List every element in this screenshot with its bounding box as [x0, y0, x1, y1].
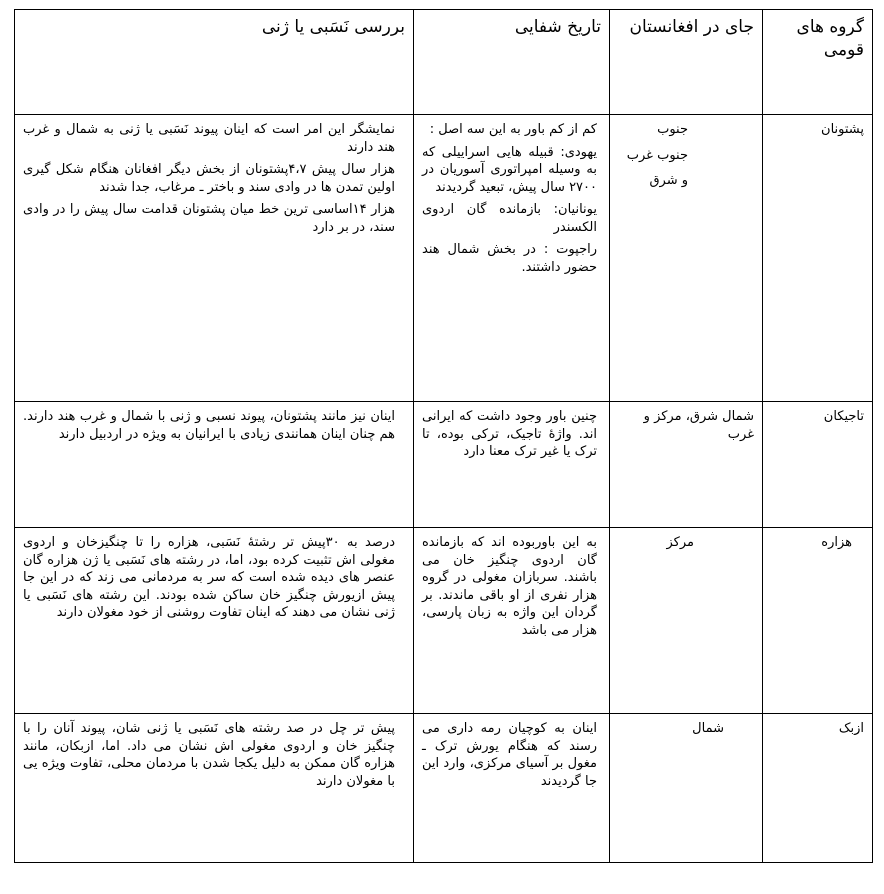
- cell-genetic-study: [15, 528, 414, 714]
- location-line: شمال شرق، مرکز و غرب: [643, 409, 754, 442]
- header-oral-history: تاریخ شفایی: [414, 10, 610, 115]
- cell-location: [610, 115, 763, 402]
- genetic-paragraph: اینان نیز مانند پشتونان، پیوند نسبی و ژنی با شمال و غرب هند دارند. هم چنان اینان همانندی زیادی با ایرانیان به ویژه در اردبیل دارند: [23, 409, 395, 442]
- location-line: جنوب غرب: [626, 147, 688, 163]
- table-row: [15, 115, 873, 402]
- header-row: [15, 10, 873, 115]
- cell-genetic-study: [15, 115, 414, 402]
- genetic-paragraph: هزار ۱۴اساسی ترین خط میان پشتونان قدامت سال پیش را در وادی سند، در بر دارد: [23, 202, 395, 235]
- cell-location: [610, 402, 763, 528]
- group-name: هزاره: [821, 535, 852, 550]
- history-paragraph: یونانیان: بازمانده گان اردوی الکسندر: [422, 202, 597, 235]
- genetic-paragraph: پیش تر چل در صد رشته های نَسَبی یا ژنی شان، پیوند آنان را با چنگیز خان و اردوی مغولی اش نشان می داد. اما، ازبکان، مانند هزاره گان ممکن به دلیل یکجا شدن با مردمان محلی، تفاوت ویژه یی با مغولان دارند: [23, 721, 395, 789]
- cell-genetic-study: [15, 714, 414, 863]
- header-ethnic-groups: گروه های قومی: [763, 10, 873, 115]
- cell-oral-history: [414, 528, 610, 714]
- ethnic-groups-table: [14, 9, 873, 863]
- cell-group: [763, 402, 873, 528]
- history-paragraph: راجپوت : در بخش شمال هند حضور داشتند.: [422, 242, 597, 275]
- genetic-paragraph: هزار سال پیش ۴،۷پشتونان از بخش دیگر افغانان هنگام شکل گیری اولین تمدن ها در وادی سند و باختر ـ مرغاب، جدا شدند: [23, 162, 396, 195]
- history-paragraph: کم از کم باور به این سه اصل :: [429, 122, 597, 137]
- history-paragraph: اینان به کوچیان رمه داری می رسند که هنگام یورش ترک ـ مغول بر آسیای مرکزی، وارد این جا گردیدند: [422, 721, 597, 789]
- cell-genetic-study: [15, 402, 414, 528]
- genetic-paragraph: نمایشگر این امر است که اینان پیوند نَسَبی یا ژنی به شمال و غرب هند دارند: [23, 122, 395, 155]
- cell-group: [763, 528, 873, 714]
- cell-oral-history: [414, 115, 610, 402]
- location-line: و شرق: [649, 173, 688, 188]
- table-row: [15, 714, 873, 863]
- table-row: [15, 402, 873, 528]
- header-genetic-study: بررسی نَسَبی یا ژنی: [15, 10, 414, 115]
- location-line: شمال: [692, 721, 724, 736]
- table-row: [15, 528, 873, 714]
- cell-group: [763, 115, 873, 402]
- group-name: تاجیکان: [823, 409, 864, 424]
- header-location: جای در افغانستان: [610, 10, 763, 115]
- history-paragraph: یهودی: قبیله هایی اسراییلی که به وسیله امپراتوری آسوریان در ۲۷۰۰ سال پیش، تبعید گردیدند: [422, 144, 597, 195]
- location-line: جنوب: [657, 122, 688, 137]
- group-name: ازبک: [838, 721, 864, 736]
- history-paragraph: چنین باور وجود داشت که ایرانی اند. واژهٔ تاجیک، ترکی بوده، تا ترک یا غیر ترک معنا دارد: [422, 409, 597, 459]
- cell-oral-history: [414, 402, 610, 528]
- history-paragraph: به این باوربوده اند که بازمانده گان اردوی چنگیز خان می باشند. سربازان مغولی در گروه هزار نفری از او باقی ماندند. بر گردان این واژه به زبان پارسی، هزار می باشد: [422, 535, 597, 638]
- cell-group: [763, 714, 873, 863]
- group-name: پشتونان: [821, 122, 864, 137]
- genetic-paragraph: درصد به ۳۰پیش تر رشتهٔ نَسَبی، هزاره را تا چنگیزخان و اردوی مغولی اش تثبیت کرده بود، اما، در رشته های نَسَبی یا ژن هزاره گان عنصر های دیده شده است که سر به مردمانی می زند که در این جا پیش ازیورش چنگیز خان ساکن شده بودند. این رشته های نَسَبی یا ژنی نشان می دهند که اینان تفاوت روشنی از خود مغولان دارند: [23, 535, 395, 620]
- location-line: مرکز: [666, 535, 694, 550]
- cell-location: [610, 528, 763, 714]
- cell-oral-history: [414, 714, 610, 863]
- cell-location: [610, 714, 763, 863]
